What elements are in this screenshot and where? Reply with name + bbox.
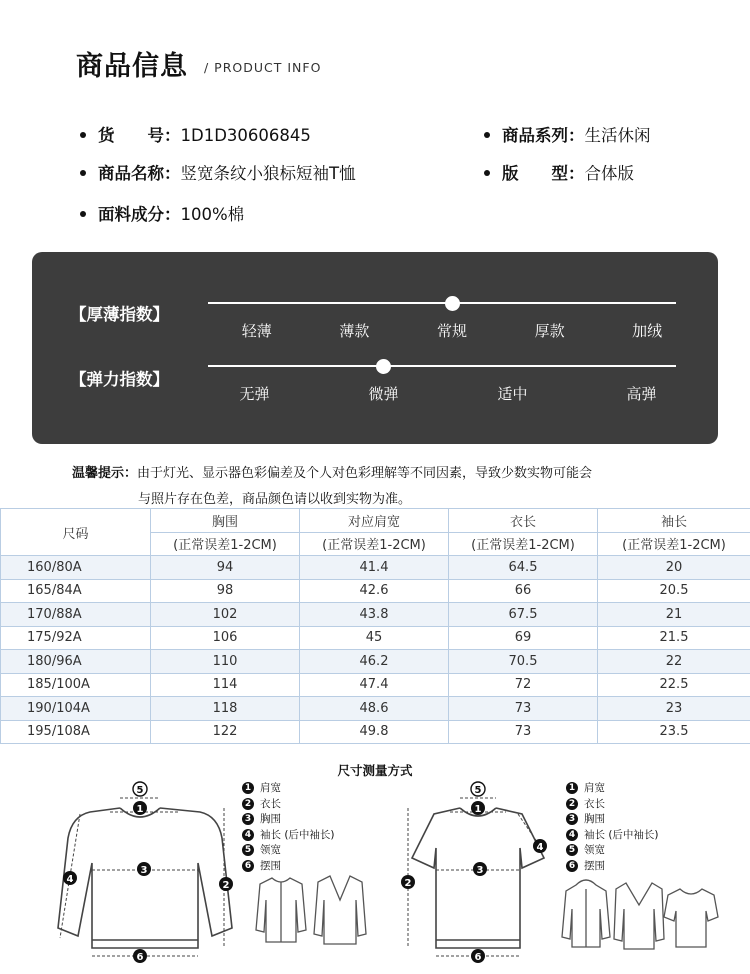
hoodie-icons: [560, 875, 720, 955]
shirt-outline: [412, 808, 544, 948]
legend-text: 领宽: [260, 844, 281, 856]
measure-cell: 94: [151, 556, 300, 580]
measure-cell: 110: [151, 650, 300, 674]
legend-text: 胸围: [584, 813, 605, 825]
index-panel: [32, 252, 718, 444]
measure-cell: 69: [449, 626, 598, 650]
index-tick-label: 厚款: [534, 322, 565, 340]
info-series: [484, 122, 651, 146]
measure-cell: 45: [300, 626, 449, 650]
tolerance-note: (正常误差1-2CM): [151, 532, 300, 556]
index-tick-label: 微弹: [368, 385, 399, 403]
measure-cell: 49.8: [300, 720, 449, 744]
measure-cell: 72: [449, 673, 598, 697]
measure-cell: 22: [598, 650, 750, 674]
measure-cell: 46.2: [300, 650, 449, 674]
measure-cell: 122: [151, 720, 300, 744]
notice-line-1: [72, 462, 592, 481]
svg-text:2: 2: [222, 880, 230, 891]
notice-line-2: 与照片存在色差，商品颜色请以收到实物为准。: [138, 492, 412, 507]
svg-text:3: 3: [140, 865, 148, 876]
elasticity-knob: [376, 359, 391, 374]
legend-left: [242, 780, 335, 873]
info-label: 版 型：: [502, 164, 585, 183]
index-tick-label: 加绒: [632, 322, 663, 340]
svg-text:5: 5: [474, 785, 482, 796]
measure-cell: 64.5: [449, 556, 598, 580]
measure-cell: 106: [151, 626, 300, 650]
column-header: 衣长: [449, 509, 598, 533]
tshirt-measure-diagram: [398, 778, 568, 968]
table-row: [1, 579, 750, 603]
index-tick-label: 高弹: [626, 385, 657, 403]
svg-text:4: 4: [66, 874, 74, 885]
size-cell: 170/88A: [1, 603, 151, 627]
measure-cell: 48.6: [300, 697, 449, 721]
legend-text: 摆围: [584, 859, 605, 872]
info-label: 商品名称：: [98, 164, 181, 183]
measure-cell: 23: [598, 697, 750, 721]
info-label: 商品系列：: [502, 126, 585, 145]
info-sku: [80, 122, 311, 146]
section-title: 商品信息: [76, 51, 188, 82]
table-row: [1, 697, 750, 721]
bullet-icon: [484, 170, 490, 176]
size-cell: 165/84A: [1, 579, 151, 603]
measure-cell: 20.5: [598, 579, 750, 603]
legend-number-icon: 6: [566, 860, 578, 872]
tolerance-note: (正常误差1-2CM): [598, 532, 750, 556]
elasticity-track: [208, 365, 676, 367]
measure-cell: 114: [151, 673, 300, 697]
legend-text: 胸围: [260, 813, 281, 825]
legend-text: 袖长 (后中袖长): [584, 828, 659, 841]
measure-cell: 118: [151, 697, 300, 721]
legend-item: [242, 811, 335, 827]
index-tick-label: 轻薄: [241, 322, 272, 340]
legend-item: [566, 780, 659, 796]
measure-cell: 22.5: [598, 673, 750, 697]
legend-text: 衣长: [260, 797, 281, 810]
legend-item: [242, 796, 335, 812]
jacket-icons: [252, 870, 372, 950]
column-header: 对应肩宽: [300, 509, 449, 533]
info-value: 竖宽条纹小狼标短袖T恤: [180, 164, 356, 183]
info-label: 货 号：: [98, 126, 181, 145]
size-cell: 185/100A: [1, 673, 151, 697]
bullet-icon: [80, 211, 86, 217]
legend-item: [566, 811, 659, 827]
index-tick-label: 无弹: [239, 385, 270, 403]
legend-number-icon: 5: [242, 844, 254, 856]
thickness-track: [208, 302, 676, 304]
measure-cell: 42.6: [300, 579, 449, 603]
svg-text:1: 1: [136, 804, 144, 815]
legend-text: 衣长: [584, 797, 605, 810]
measure-cell: 21.5: [598, 626, 750, 650]
legend-text: 领宽: [584, 844, 605, 856]
svg-text:1: 1: [474, 804, 482, 815]
legend-item: [566, 796, 659, 812]
notice-text: 由于灯光、显示器色彩偏差及个人对色彩理解等不同因素，导致少数实物可能会: [137, 466, 593, 481]
tolerance-note: (正常误差1-2CM): [449, 532, 598, 556]
size-column-header: 尺码: [1, 509, 151, 556]
size-table: [0, 508, 750, 744]
table-row: [1, 720, 750, 744]
size-cell: 160/80A: [1, 556, 151, 580]
measure-cell: 67.5: [449, 603, 598, 627]
legend-right: [566, 780, 659, 873]
size-cell: 195/108A: [1, 720, 151, 744]
measure-cell: 73: [449, 720, 598, 744]
measure-cell: 98: [151, 579, 300, 603]
legend-item: [566, 842, 659, 858]
measure-cell: 70.5: [449, 650, 598, 674]
info-fit: [484, 160, 634, 184]
table-row: [1, 650, 750, 674]
legend-number-icon: 3: [242, 813, 254, 825]
bullet-icon: [484, 132, 490, 138]
index-tick-label: 适中: [497, 385, 528, 403]
legend-number-icon: 2: [566, 798, 578, 810]
measure-cell: 41.4: [300, 556, 449, 580]
measure-title: 尺寸测量方式: [337, 763, 413, 778]
legend-number-icon: 1: [242, 782, 254, 794]
measure-cell: 66: [449, 579, 598, 603]
legend-item: [566, 858, 659, 874]
info-name: [80, 160, 356, 184]
legend-number-icon: 5: [566, 844, 578, 856]
measure-cell: 47.4: [300, 673, 449, 697]
info-value: 100%棉: [180, 205, 245, 224]
column-header: 胸围: [151, 509, 300, 533]
size-cell: 190/104A: [1, 697, 151, 721]
svg-text:6: 6: [136, 952, 144, 963]
legend-item: [242, 780, 335, 796]
legend-text: 肩宽: [584, 782, 605, 794]
elasticity-label: 【弹力指数】: [70, 370, 169, 389]
table-row: [1, 626, 750, 650]
legend-text: 肩宽: [260, 782, 281, 794]
index-tick-label: 薄款: [339, 322, 370, 340]
index-tick-label: 常规: [436, 322, 468, 340]
svg-text:6: 6: [474, 952, 482, 963]
size-cell: 180/96A: [1, 650, 151, 674]
bullet-icon: [80, 132, 86, 138]
info-value: 生活休闲: [584, 126, 651, 145]
measure-cell: 20: [598, 556, 750, 580]
legend-item: [566, 827, 659, 843]
legend-item: [242, 827, 335, 843]
legend-text: 袖长 (后中袖长): [260, 828, 335, 841]
measure-cell: 23.5: [598, 720, 750, 744]
info-fabric: [80, 201, 244, 225]
shirt-outline: [58, 808, 232, 948]
legend-number-icon: 2: [242, 798, 254, 810]
legend-number-icon: 4: [566, 829, 578, 841]
thickness-knob: [445, 296, 460, 311]
legend-number-icon: 6: [242, 860, 254, 872]
tolerance-note: (正常误差1-2CM): [300, 532, 449, 556]
info-value: 合体版: [584, 164, 634, 183]
table-row: [1, 556, 750, 580]
section-subtitle: / PRODUCT INFO: [204, 60, 322, 75]
longsleeve-measure-diagram: [50, 778, 250, 968]
legend-text: 摆围: [260, 859, 281, 872]
svg-text:5: 5: [136, 785, 144, 796]
info-value: 1D1D30606845: [180, 126, 311, 145]
notice-label: 温馨提示：: [72, 466, 138, 481]
bullet-icon: [80, 170, 86, 176]
table-row: [1, 603, 750, 627]
legend-item: [242, 842, 335, 858]
measure-cell: 73: [449, 697, 598, 721]
size-cell: 175/92A: [1, 626, 151, 650]
measure-cell: 43.8: [300, 603, 449, 627]
legend-number-icon: 3: [566, 813, 578, 825]
column-header: 袖长: [598, 509, 750, 533]
info-label: 面料成分：: [98, 205, 181, 224]
svg-text:4: 4: [536, 842, 544, 853]
legend-number-icon: 4: [242, 829, 254, 841]
legend-number-icon: 1: [566, 782, 578, 794]
table-row: [1, 673, 750, 697]
svg-text:2: 2: [404, 878, 412, 889]
thickness-label: 【厚薄指数】: [70, 305, 169, 324]
measure-cell: 102: [151, 603, 300, 627]
measure-cell: 21: [598, 603, 750, 627]
svg-text:3: 3: [476, 865, 484, 876]
